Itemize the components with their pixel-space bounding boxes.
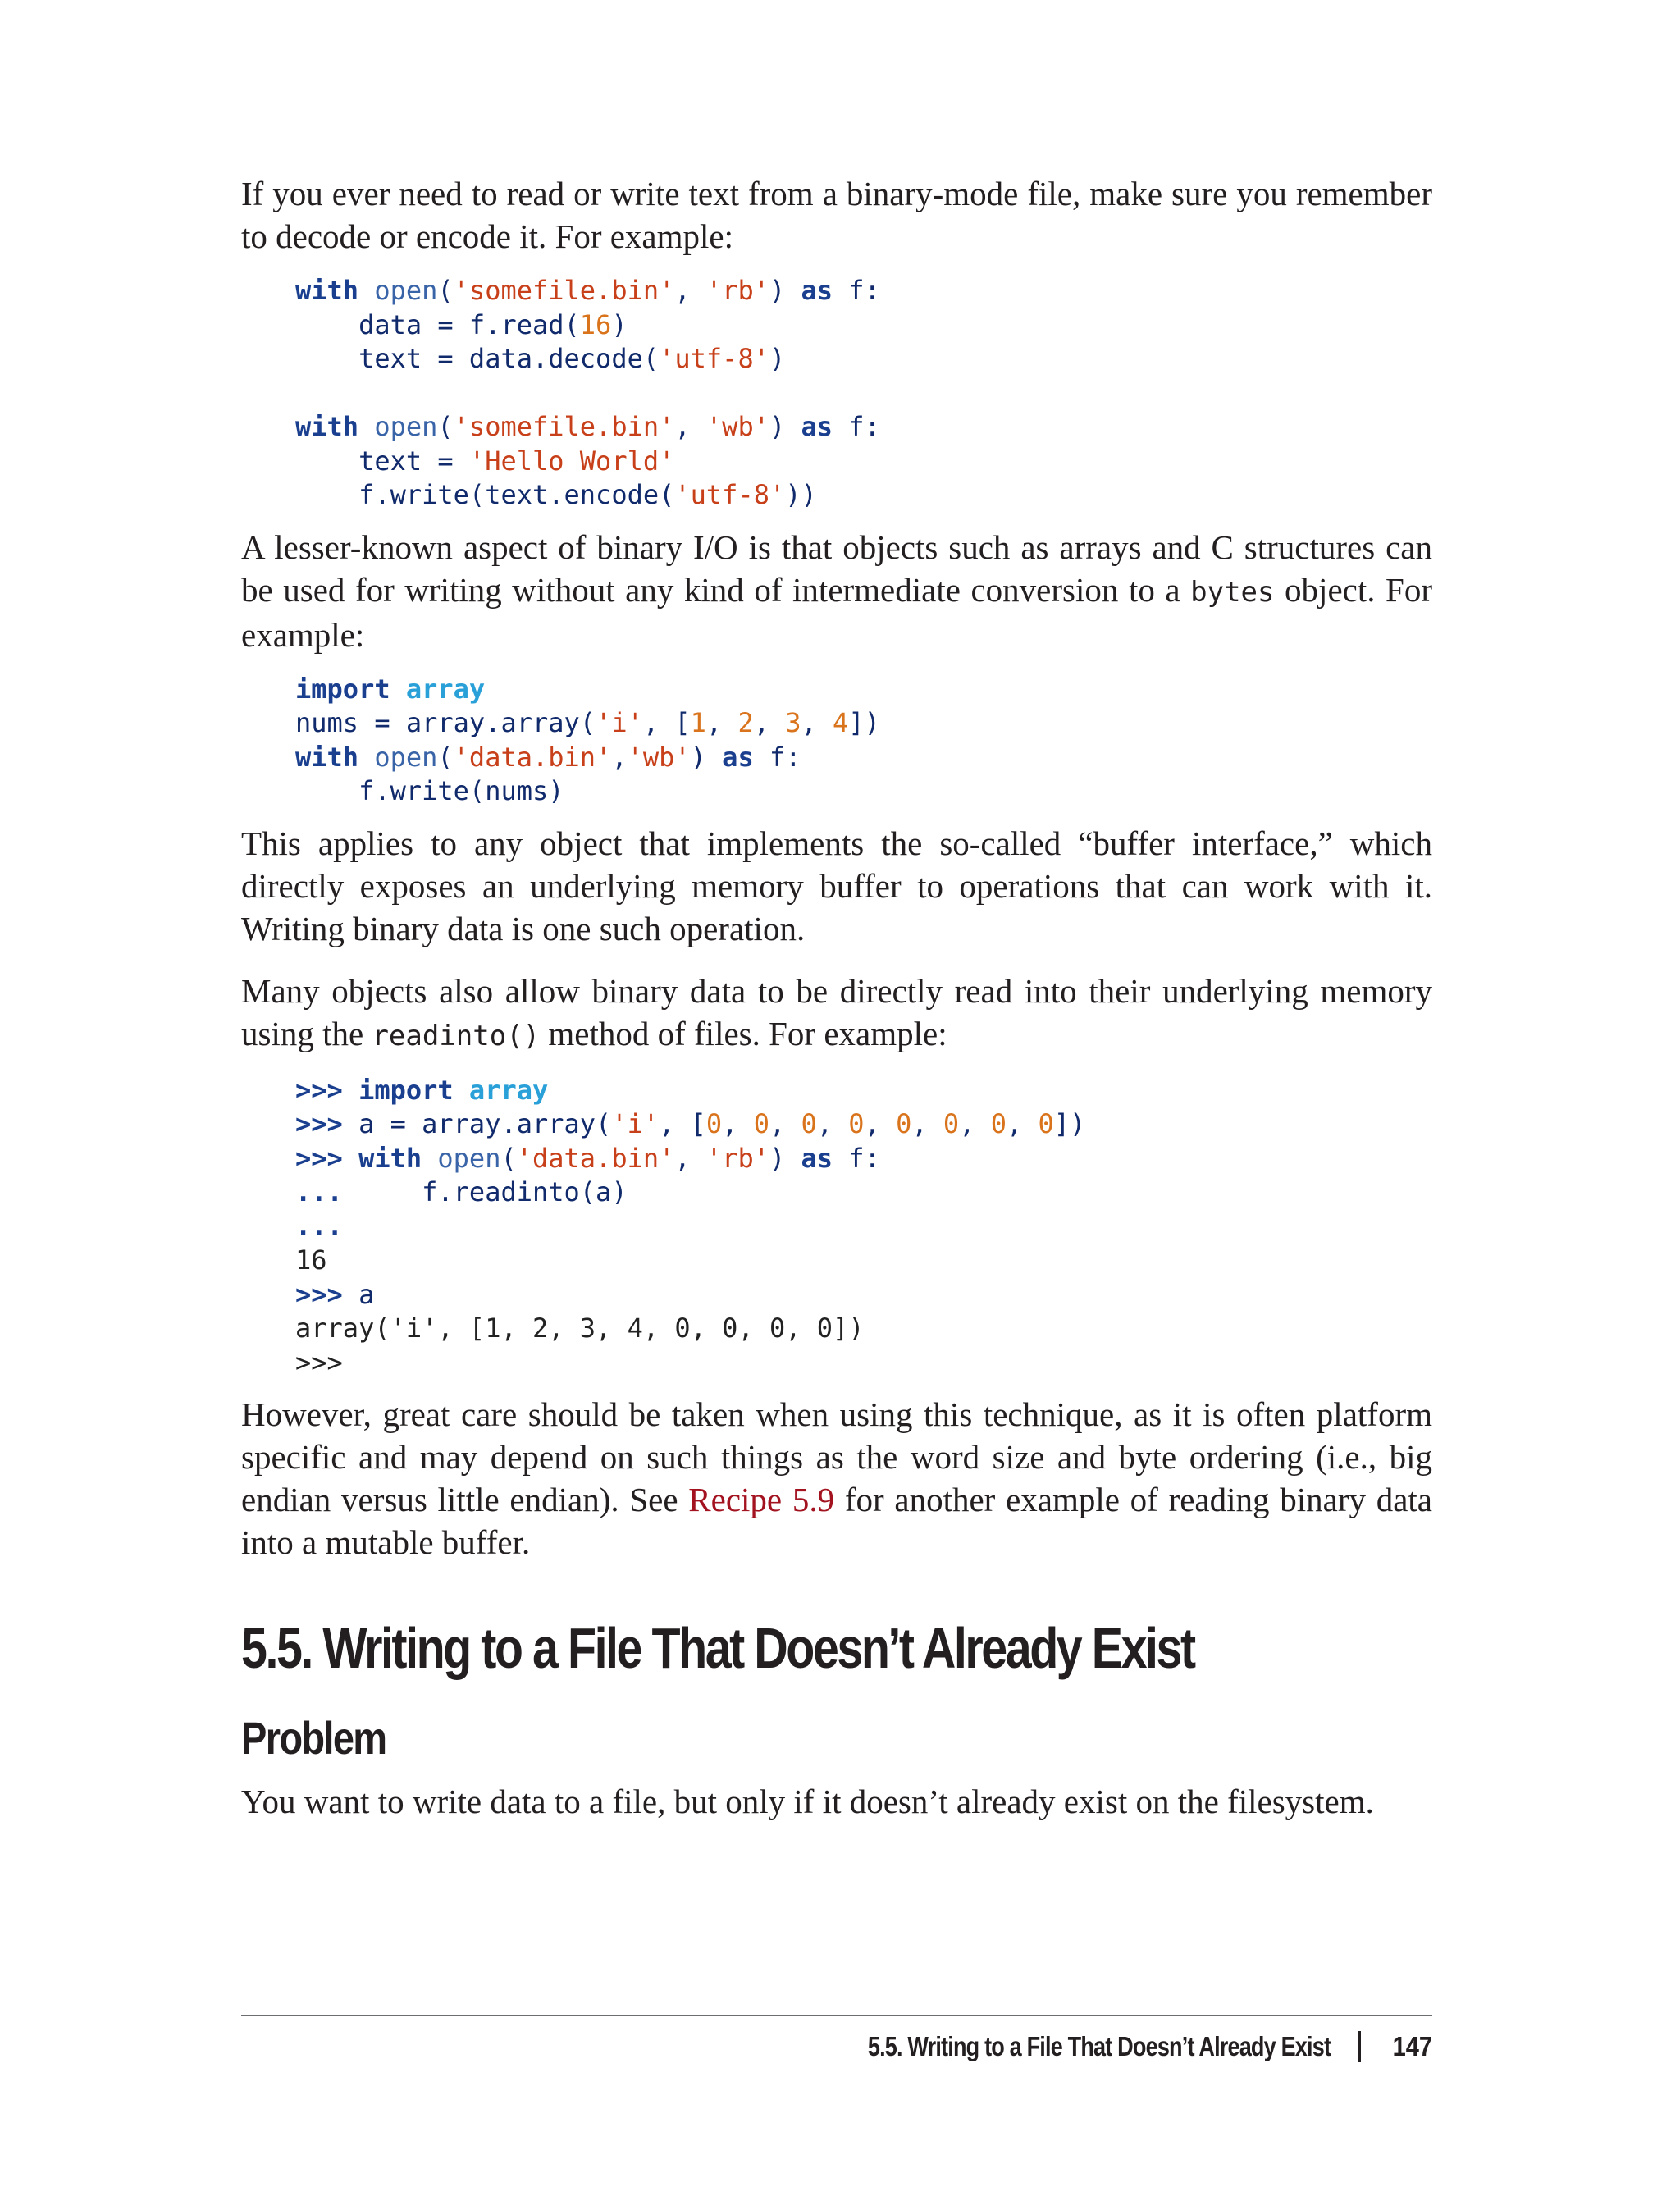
code-line: ... xyxy=(295,1210,343,1242)
problem-heading: Problem xyxy=(241,1712,386,1764)
paragraph-decode-encode: If you ever need to read or write text from a binary-mode file, make sure you remember to decode or encode it. For example: xyxy=(241,175,1432,255)
code-line: f.write(text.encode('utf-8')) xyxy=(295,479,817,510)
code-line: >>> with open('data.bin', 'rb') as f: xyxy=(295,1142,880,1174)
page-content xyxy=(241,172,1432,1823)
code-line: >>> a = array.array('i', [0, 0, 0, 0, 0, 0, 0, 0]) xyxy=(295,1108,1086,1139)
page-footer xyxy=(766,2022,1432,2071)
footer-section-title: 5.5. Writing to a File That Doesn’t Already Exist xyxy=(867,2031,1331,2061)
code-line: nums = array.array('i', [1, 2, 3, 4]) xyxy=(295,707,880,738)
paragraph-binary-io: A lesser-known aspect of binary I/O is that objects such as arrays and C structures can be used for writing without any kind of intermediate conversion to a bytes object. For example: xyxy=(241,527,1432,654)
inline-code-bytes: bytes xyxy=(1190,575,1275,609)
code-line: array('i', [1, 2, 3, 4, 0, 0, 0, 0]) xyxy=(295,1312,865,1344)
code-line: with open('somefile.bin', 'wb') as f: xyxy=(295,411,880,442)
code-line: text = 'Hello World' xyxy=(295,445,675,477)
code-line: f.write(nums) xyxy=(295,775,564,806)
code-block-readinto xyxy=(241,1074,1432,1381)
footer-separator xyxy=(1358,2031,1361,2062)
code-line: with open('data.bin','wb') as f: xyxy=(295,741,801,773)
code-line: >>> a xyxy=(295,1278,375,1310)
inline-code-readinto: readinto() xyxy=(372,1019,541,1052)
recipe-link[interactable]: Recipe 5.9 xyxy=(688,1481,835,1518)
code-line: >>> xyxy=(295,1346,343,1378)
code-line: import array xyxy=(295,673,486,705)
code-block-array-write xyxy=(241,673,1432,809)
code-line: 16 xyxy=(295,1244,327,1276)
code-line: text = data.decode('utf-8') xyxy=(295,343,786,374)
section-title: 5.5. Writing to a File That Doesn’t Already Exist xyxy=(241,1616,1194,1680)
code-line: ... f.readinto(a) xyxy=(295,1176,628,1208)
code-line: >>> import array xyxy=(295,1074,549,1106)
paragraph-buffer-interface: This applies to any object that implements the so-called “buffer interface,” which directly exposes an underlying memory buffer to operations that can work with it. Writing binary data is one such operation. xyxy=(241,824,1432,947)
code-line: data = f.read(16) xyxy=(295,308,628,340)
paragraph-problem: You want to write data to a file, but only if it doesn’t already exist on the filesystem. xyxy=(241,1783,1374,1820)
code-line: with open('somefile.bin', 'rb') as f: xyxy=(295,275,880,306)
page-number: 147 xyxy=(1392,2031,1432,2061)
footer-rule xyxy=(241,2015,1432,2016)
code-block-decode-encode xyxy=(241,274,1432,513)
paragraph-platform-specific: However, great care should be taken when using this technique, as it is often platform specific and may depend on such things as the word size and byte ordering (i.e., big endian versus little endian). See Recipe 5.9 for another example of reading binary data into a mutable buffer. xyxy=(241,1395,1433,1561)
paragraph-readinto: Many objects also allow binary data to be directly read into their underlying memory using the readinto() method of files. For example: xyxy=(241,971,1432,1052)
